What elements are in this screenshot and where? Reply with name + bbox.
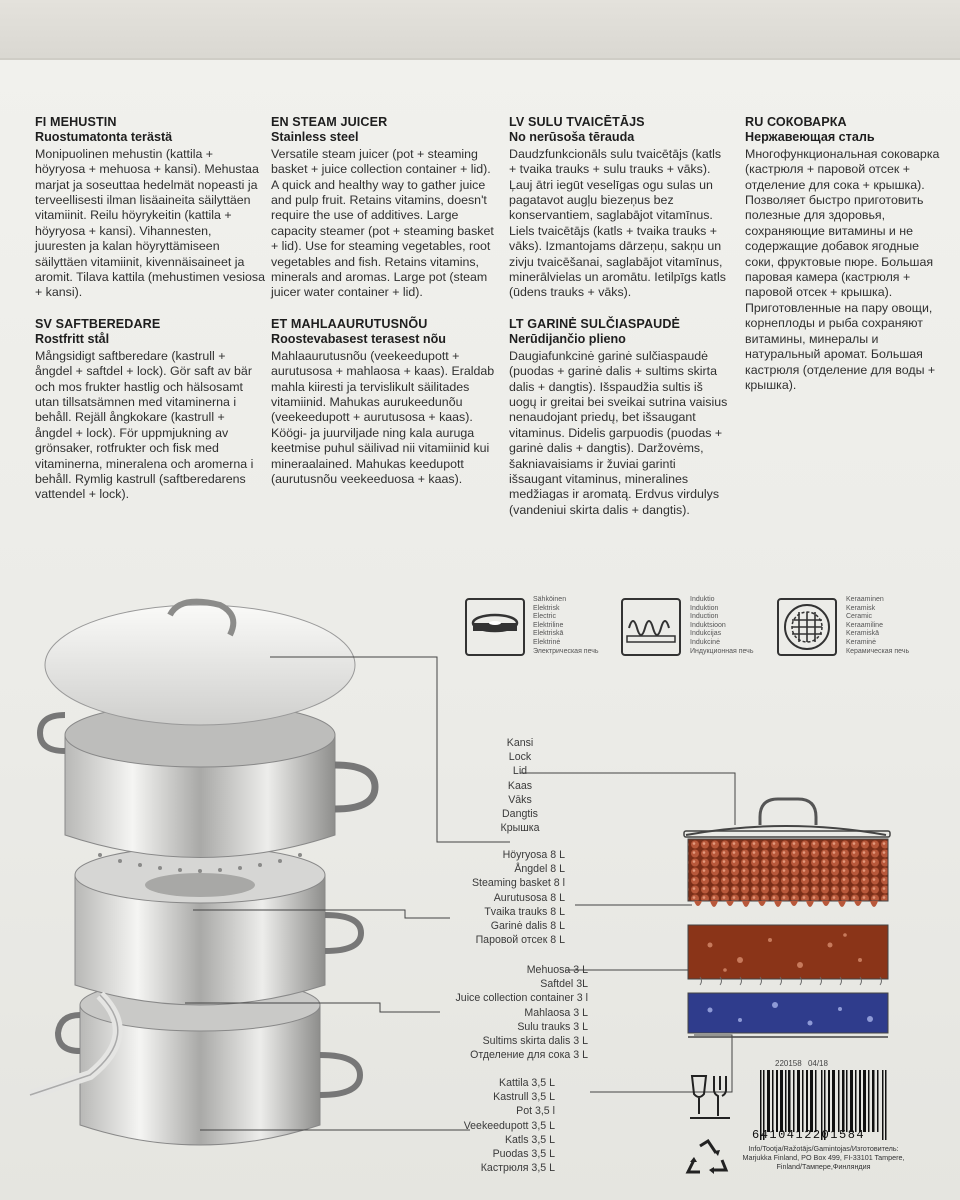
- cross-section-diagram: [680, 795, 895, 1050]
- subheading-et: Roostevabasest terasest nõu: [271, 332, 446, 347]
- part-label: Puodas 3,5 L: [492, 1148, 555, 1161]
- body-lt: Daugiafunkcinė garinė sulčiaspaudė (puodas + garinė dalis + sultims skirta dalis + dangtis). Išspaudžia sultis iš uogų ir greitai bei sveikai sutrina vaisius nenaudojant priedų, bet išsaugant vitaminus. Didelis garpuodis (puodas + garinė dalis + dangtis). Daržovėms, šakniavaisiams ir žuviai garinti išsaugant vitaminus, mineralines medžiagas ir aromatą. Erdvus virdulys (vandeniui skirta dalis + dangtis).: [509, 348, 728, 517]
- part-label: Steaming basket 8 l: [471, 877, 565, 890]
- part-label: Veekeedupott 3,5 L: [463, 1119, 555, 1132]
- stove-label: Elektriline: [533, 621, 564, 629]
- stove-label: Sähköinen: [533, 596, 567, 603]
- stove-label: Ceramic: [846, 613, 873, 621]
- part-label: Lid: [512, 765, 528, 778]
- stove-label: Keraamiline: [846, 621, 883, 629]
- part-label: Aurutusosa 8 L: [493, 891, 565, 904]
- part-label: Kattila 3,5 L: [499, 1077, 555, 1089]
- heading-fi: FI MEHUSTIN: [35, 115, 117, 129]
- stove-label: Керамическая печь: [846, 647, 910, 655]
- stove-label: Elektrinė: [533, 638, 561, 646]
- part-label: Katls 3,5 L: [504, 1133, 555, 1146]
- stove-label: Keramiskā: [846, 630, 880, 638]
- subheading-lv: No nerūsoša tērauda: [509, 130, 635, 145]
- body-fi: Monipuolinen mehustin (kattila + höyryosa + mehuosa + kansi). Mehustaa marjat ja soseuttaa hedelmät nopeasti ja terveellisesti ilman lisäaineita säilyttäen vitamiinit. Reilu höyrykeitin (kattila + höyryosa + kansi). Vihannesten, juuresten ja kalan höyryttämiseen säilyttäen vitamiinit, kivennäisaineet ja aromit. Tilava kattila (mehustimen vesiosa + kansi).: [35, 146, 266, 300]
- stove-label: Электрическая печь: [533, 647, 599, 655]
- part-label: Mahlaosa 3 L: [524, 1006, 588, 1019]
- barcode-number: 6410412201584: [752, 1128, 866, 1142]
- subheading-lt: Nerūdijančio plieno: [509, 332, 626, 347]
- stove-label: Induktsioon: [690, 621, 726, 629]
- subheading-ru: Нержавеющая сталь: [745, 130, 875, 145]
- stove-label: Induktion: [690, 604, 719, 612]
- stove-label: Elektriskā: [533, 630, 564, 638]
- recycle-icon: [684, 1138, 730, 1180]
- lid-labels: [490, 736, 550, 835]
- part-label: Sulu trauks 3 L: [517, 1020, 588, 1033]
- part-label: Garinė dalis 8 L: [490, 920, 565, 933]
- part-label: Kansi: [506, 737, 534, 749]
- part-label: Отделение для сока 3 L: [470, 1049, 588, 1062]
- product-code-value: 220158: [775, 1059, 802, 1068]
- stove-label: Electric: [533, 613, 556, 621]
- heading-sv: SV SAFTBEREDARE: [35, 316, 161, 331]
- body-en: Versatile steam juicer (pot + steaming basket + juice collection container + lid). A quick and healthy way to gather juice and pulp fruit. Retains vitamins, doesn't require the use of additives. Large capacity steamer (pot + steaming basket + lid). Use for steaming vegetables, root vegetables and fish. Retains vitamins, minerals and aromas. Large pot (steam juicer water container + lid).: [271, 146, 494, 300]
- date-code-value: 04/18: [807, 1059, 828, 1068]
- part-label: Sultims skirta dalis 3 L: [482, 1035, 588, 1048]
- stove-label: Keraaminen: [846, 596, 884, 603]
- part-label: Паровой отсек 8 L: [475, 934, 565, 947]
- product-code: [775, 1059, 828, 1068]
- part-label: Vāks: [508, 793, 532, 806]
- part-label: Kastrull 3,5 L: [493, 1091, 555, 1104]
- manufacturer-info: Info/Tootja/Ražotājs/Gamintojas/Изготовитель: Marjukka Finland, PO Box 499, FI-33101 Tampere, Finland/Тампере,Финляндия: [742, 1144, 905, 1171]
- heading-en: EN STEAM JUICER: [271, 115, 388, 129]
- body-sv: Mångsidigt saftberedare (kastrull + ångdel + saftdel + lock). Gör saft av bär och mos frukter hastlig och hälsosamt utan tillsatsämnen med vitaminerna i behåll. Rejäll ångkokare (kastrull + ångdel + lock). För uppmjukning av grönsaker, rotfrukter och fisk med vitaminerna, mineralena och aromerna i behåll. Rymlig kastrull (saftberedarens vattendel + lock).: [35, 348, 254, 502]
- body-lv: Daudzfunkcionāls sulu tvaicētājs (katls + tvaika trauks + sulu trauks + vāks). Ļauj ātri iegūt veselīgas ogu sulas un pagatavot augļu biezeņus bez konservantiem, saglabājot vitamīnus. Liels tvaicētājs (katls + tvaika trauks + vāks). Izmantojams dārzeņu, sakņu un zivju tvaicēšanai, saglabājot vitamīnus, minerālvielas un aromātu. Ietilpīgs katls (ūdens trauks + vāks).: [509, 146, 726, 300]
- stove-label: Elektrisk: [533, 604, 560, 612]
- body-ru: Многофункциональная соковарка (кастрюля + паровой отсек + отделение для сока + крышка). Позволяет быстро приготовить полезные для здоровья, сохраняющие витамины и не содержащие добавок ягодные соки, фруктовые пюре. Большая паровая камера (кастрюля + паровой отсек + крышка). Приготовленные на пару овощи, корнеплоды и рыба сохраняют витамины, минералы и натуральный аромат. Большая кастрюля (отделение для воды + крышка).: [745, 146, 940, 392]
- part-label: Saftdel 3L: [540, 978, 588, 991]
- heading-lv: LV SULU TVAICĒTĀJS: [509, 115, 645, 129]
- part-label: Juice collection container 3 l: [455, 992, 588, 1005]
- heading-lt: LT GARINĖ SULČIASPAUDĖ: [509, 316, 681, 331]
- stove-label: Induction: [690, 613, 719, 621]
- dishwasher-safe-icon: [688, 1072, 732, 1120]
- stove-label: Induktio: [690, 596, 715, 603]
- heading-ru: RU СОКОВАРКА: [745, 115, 847, 129]
- stove-label: Индукционная печь: [690, 647, 754, 655]
- part-label: Mehuosa 3 L: [526, 964, 588, 976]
- stove-label: Indukcinė: [690, 638, 720, 646]
- juice-labels: [420, 963, 588, 1062]
- part-label: Kaas: [507, 779, 533, 792]
- stove-label: Indukcijas: [690, 630, 722, 638]
- part-label: Крышка: [500, 822, 540, 835]
- heading-et: ET MAHLAAURUTUSNÕU: [271, 316, 428, 331]
- pot-labels: [440, 1076, 555, 1175]
- part-label: Ångdel 8 L: [514, 863, 565, 876]
- body-et: Mahlaaurutusnõu (veekeedupott + aurutusosa + mahlaosa + kaas). Eraldab mahla kiiresti ja tervislikult säilitades vitamiinid. Mahukas aurukeedunõu (veekeedupott + aurutusosa + kaas). Köögi- ja juurviljade ning kala auruga keetmise puhul säilivad nii vitamiinid kui mineraalained. Mahukas keedupott (aurutusnõu veekeeduosa + kaas).: [271, 348, 495, 486]
- steamer-labels: [420, 848, 565, 947]
- part-label: Pot 3,5 l: [516, 1105, 555, 1118]
- subheading-sv: Rostfritt stål: [35, 332, 110, 347]
- part-label: Lock: [508, 751, 532, 764]
- stove-label: Keraminė: [846, 638, 876, 646]
- part-label: Tvaika trauks 8 L: [484, 905, 565, 918]
- subheading-en: Stainless steel: [271, 130, 359, 145]
- part-label: Кастрюля 3,5 L: [480, 1162, 555, 1175]
- subheading-fi: Ruostumatonta terästä: [35, 130, 173, 145]
- part-label: Dangtis: [502, 808, 538, 821]
- stove-label: Keramisk: [846, 604, 876, 612]
- part-label: Höyryosa 8 L: [502, 849, 565, 861]
